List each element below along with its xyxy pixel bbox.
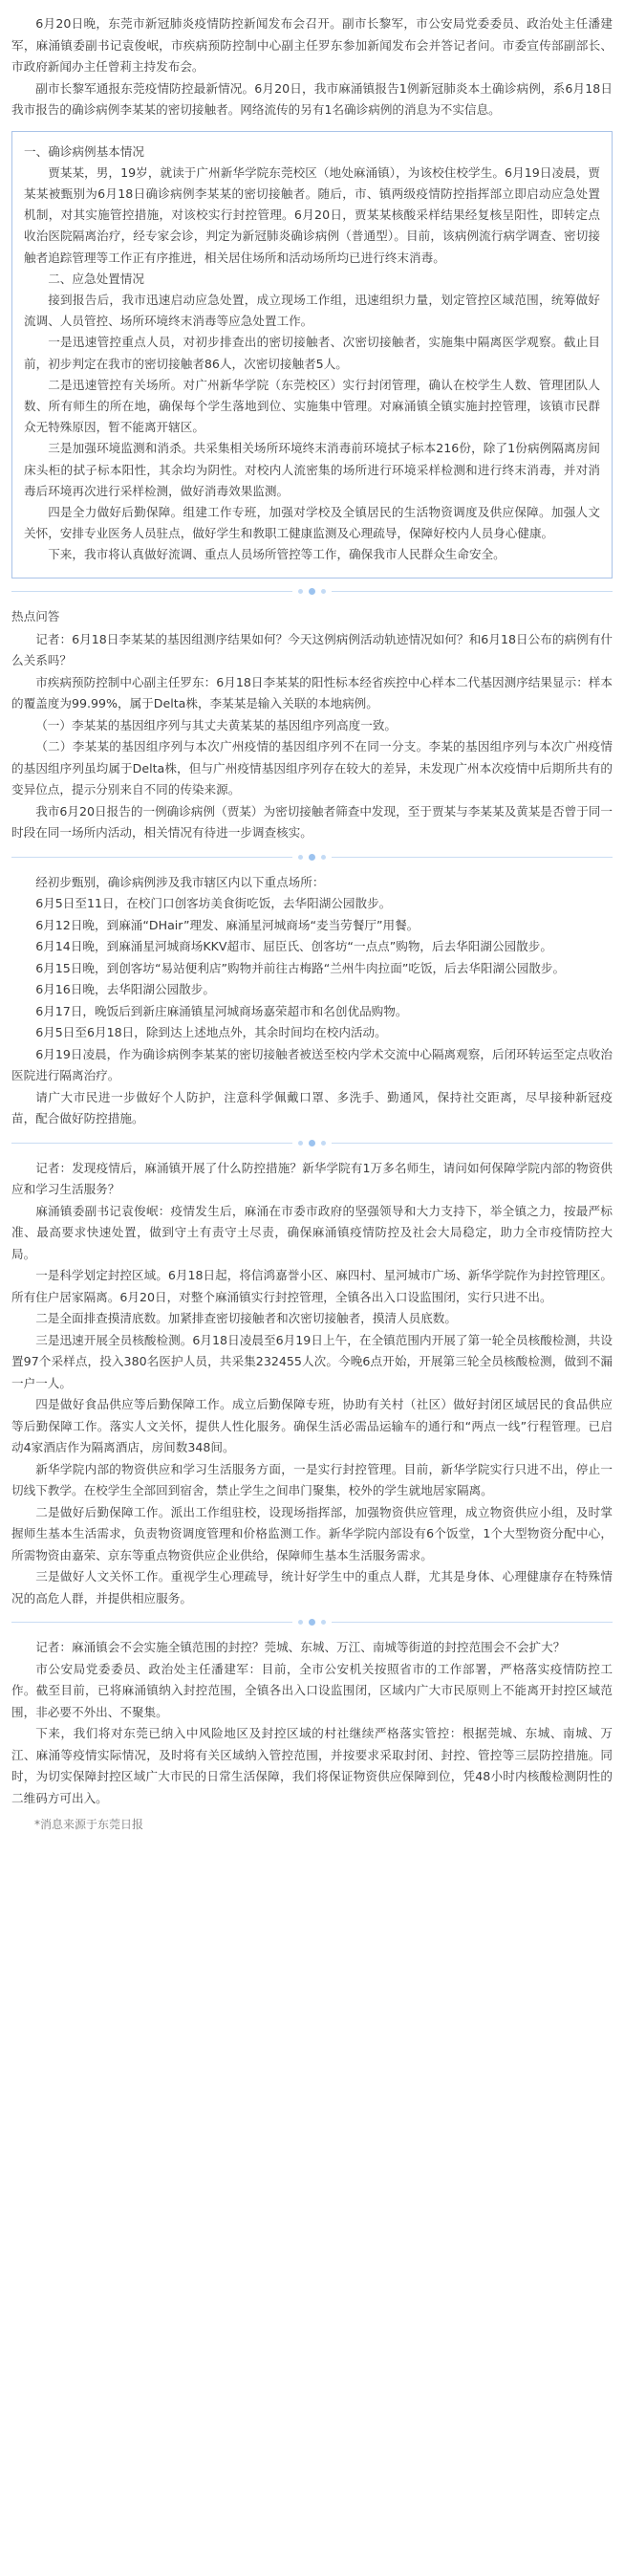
section-divider — [11, 1619, 613, 1626]
box-paragraph: 四是全力做好后勤保障。组建工作专班，加强对学校及全镇居民的生活物资调度及供应保障。加强人文关怀，安排专业医务人员驻点，做好学生和教职工健康监测及心理疏导，保障好校内人员身心健康。 — [24, 504, 600, 541]
track-item: 6月5日至6月18日，除到达上述地点外，其余时间均在校内活动。 — [35, 1025, 387, 1040]
box-paragraph: 下来，我市将认真做好流调、重点人员场所管控等工作，确保我市人民群众生命安全。 — [48, 547, 506, 562]
qa-answer: （一）李某某的基因组序列与其丈夫黄某某的基因组序列高度一致。 — [35, 717, 397, 732]
intro-section — [11, 13, 613, 121]
track-block — [11, 872, 613, 1130]
section-divider — [11, 854, 613, 861]
track-item: 6月12日晚，到麻涌“DHair”理发、麻涌星河城商场“麦当劳餐厅”用餐。 — [35, 917, 420, 932]
qa-answer: 新华学院内部的物资供应和学习生活服务方面，一是实行封控管理。目前，新华学院实行只进不出，停止一切线下教学。在校学生全部回到宿舍，禁止学生之间串门聚集，校外的学生就地居家隔离。 — [11, 1461, 613, 1498]
case-info-box — [11, 131, 613, 579]
qa-answer: 二是做好后勤保障工作。派出工作组驻校，设现场指挥部，加强物资供应管理，成立物资供应小组，及时掌握师生基本生活需求，负责物资调度管理和价格监测工作。新华学院内部设有6个饭堂，1个大型物资分配中心，所需物资由嘉荣、京东等重点物资供应企业供给，保障师生基本生活服务需求。 — [11, 1504, 613, 1562]
intro-paragraph: 6月20日晚，东莞市新冠肺炎疫情防控新闻发布会召开。副市长黎军，市公安局党委委员、政治处主任潘建军，麻涌镇委副书记袁俊岷，市疾病预防控制中心副主任罗东参加新闻发布会并答记者问。市委宣传部副部长、市政府新闻办主任曾莉主持发布会。 — [11, 16, 613, 74]
qa-answer: 市公安局党委委员、政治处主任潘建军：目前，全市公安机关按照省市的工作部署，严格落实疫情防控工作。截至目前，已将麻涌镇纳入封控范围，全镇各出入口设监围闭，区域内广大市民原则上不能离开封控区域范围，非必要不外出、不聚集。 — [11, 1661, 613, 1719]
track-item: 6月19日凌晨，作为确诊病例李某某的密切接触者被送至校内学术交流中心隔离观察，后闭环转运至定点收治医院进行隔离治疗。 — [11, 1046, 613, 1083]
section-divider — [11, 588, 613, 595]
box-heading: 一、确诊病例基本情况 — [24, 143, 144, 159]
track-item: 经初步甄别，确诊病例涉及我市辖区内以下重点场所： — [35, 874, 325, 889]
box-paragraph: 三是加强环境监测和消杀。共采集相关场所环境终末消毒前环境拭子标本216份，除了1份病例隔离房间床头柜的拭子标本阳性，其余均为阴性。对校内人流密集的场所进行环境采样检测和进行终末消毒，并对消毒后环境再次进行采样检测，做好消毒效果监测。 — [24, 441, 600, 498]
box-paragraph: 贾某某，男，19岁，就读于广州新华学院东莞校区（地处麻涌镇），为该校住校学生。6月19日凌晨，贾某某被甄别为6月18日确诊病例李某某的密切接触者。随后，市、镇两级疫情防控指挥部立即启动应急处置机制，对其实施管控措施，对该校实行封控管理。6月20日，贾某某核酸采样结果经复核呈阳性，即转定点收治医院隔离治疗，经专家会诊，判定为新冠肺炎确诊病例（普通型）。目前，该病例流行病学调查、密切接触者追踪管理等工作正有序推进，相关居住场所和活动场所均已进行终末消毒。 — [24, 164, 600, 265]
qa-answer: 一是科学划定封控区域。6月18日起，将信鸿嘉誉小区、麻四村、星河城市广场、新华学院作为封控管理区。所有住户居家隔离。6月20日，对整个麻涌镇实行封控管理，全镇各出入口设监围闭，实行只进不出。 — [11, 1268, 613, 1304]
qa-question: 记者：麻涌镇会不会实施全镇范围的封控？莞城、东城、万江、南城等街道的封控范围会不会扩大？ — [35, 1640, 566, 1655]
box-paragraph: 二是迅速管控有关场所。对广州新华学院（东莞校区）实行封闭管理，确认在校学生人数、管理团队人数、所有师生的所在地，确保每个学生落地到位、实施集中管理。对麻涌镇全镇实施封控管理，该镇市民群众无特殊原因，暂不能离开辖区。 — [24, 377, 600, 435]
track-item: 6月14日晚，到麻涌星河城商场KKV超市、屈臣氏、创客坊“一点点”购物，后去华阳湖公园散步。 — [35, 939, 552, 954]
section-divider — [11, 1140, 613, 1146]
qa-answer: 我市6月20日报告的一例确诊病例（贾某）为密切接触者筛查中发现，至于贾某与李某某及黄某是否曾于同一时段在同一场所内活动，相关情况有待进一步调查核实。 — [11, 803, 613, 840]
qa-question: 记者：发现疫情后，麻涌镇开展了什么防控措施？新华学院有1万多名师生，请问如何保障学院内部的物资供应和学习生活服务？ — [11, 1160, 613, 1197]
qa-block-1 — [11, 629, 613, 844]
box-paragraph: 一是迅速管控重点人员，对初步排查出的密切接触者、次密切接触者，实施集中隔离医学观察。截止目前，初步判定在我市的密切接触者86人，次密切接触者5人。 — [24, 335, 600, 371]
qa-answer: 四是做好食品供应等后勤保障工作。成立后勤保障专班，协助有关村（社区）做好封闭区域居民的食品供应等后勤保障工作。落实人文关怀，提供人性化服务。确保生活必需品运输车的通行和“两点一线”行程管理。已启动4家酒店作为隔离酒店，房间数348间。 — [11, 1397, 613, 1455]
source-note: *消息来源于东莞日报 — [34, 1818, 144, 1832]
qa-title: 热点问答 — [11, 608, 60, 623]
qa-answer: 三是做好人文关怀工作。重视学生心理疏导，统计好学生中的重点人群，尤其是身体、心理健康存在特殊情况的高危人群，并提供相应服务。 — [11, 1569, 613, 1605]
box-paragraph: 接到报告后，我市迅速启动应急处置，成立现场工作组，迅速组织力量，划定管控区域范围，统筹做好流调、人员管控、场所环境终末消毒等应急处置工作。 — [24, 292, 600, 329]
intro-paragraph: 副市长黎军通报东莞疫情防控最新情况。6月20日，我市麻涌镇报告1例新冠肺炎本土确诊病例，系6月18日我市报告的确诊病例李某某的密切接触者。网络流传的另有1名确诊病例的消息为不实信息。 — [11, 80, 613, 117]
qa-answer: 三是迅速开展全员核酸检测。6月18日凌晨至6月19日上午，在全镇范围内开展了第一轮全员核酸检测，共设置97个采样点，投入380名医护人员，共采集232455人次。今晚6点开始，开展第三轮全员核酸检测，做到不漏一户一人。 — [11, 1332, 613, 1390]
qa-answer: 市疾病预防控制中心副主任罗东：6月18日李某某的阳性标本经省疾控中心样本二代基因测序结果显示：样本的覆盖度为99.99%，属于Delta株，李某某是输入关联的本地病例。 — [11, 674, 613, 711]
track-item: 6月15日晚，到创客坊“易站便利店”购物并前往古梅路“兰州牛肉拉面”吃饭，后去华阳湖公园散步。 — [35, 960, 566, 975]
qa-answer: 麻涌镇委副书记袁俊岷：疫情发生后，麻涌在市委市政府的坚强领导和大力支持下，举全镇之力，按最严标准、最高要求快速处置，做到守土有责守土尽责，确保麻涌镇疫情防控及社会大局稳定，助力全市疫情防控大局。 — [11, 1203, 613, 1261]
qa-answer: （二）李某某的基因组序列与本次广州疫情的基因组序列不在同一分支。李某的基因组序列与本次广州疫情的基因组序列虽均属于Delta株，但与广州疫情基因组序列存在较大的差异，未发现广州本次疫情中后期所共有的变异位点，提示分别来自不同的传染来源。 — [11, 739, 613, 797]
track-item: 请广大市民进一步做好个人防护，注意科学佩戴口罩、多洗手、勤通风，保持社交距离，尽早接种新冠疫苗，配合做好防控措施。 — [11, 1089, 613, 1126]
track-item: 6月17日，晚饭后到新庄麻涌镇星河城商场嘉荣超市和名创优品购物。 — [35, 1003, 408, 1018]
qa-question: 记者：6月18日李某某的基因组测序结果如何？今天这例病例活动轨迹情况如何？和6月18日公布的病例有什么关系吗？ — [11, 631, 613, 668]
qa-answer: 下来，我们将对东莞已纳入中风险地区及封控区域的村社继续严格落实管控：根据莞城、东城、南城、万江、麻涌等疫情实际情况，及时将有关区域纳入管控范围，并按要求采取封闭、封控、管控等三层防控措施。同时，为切实保障封控区域广大市民的日常生活保障，我们将保证物资供应保障到位，凭48小时内核酸检测阴性的二维码方可出入。 — [11, 1726, 613, 1805]
qa-answer: 二是全面排查摸清底数。加紧排查密切接触者和次密切接触者，摸清人员底数。 — [35, 1311, 457, 1326]
qa-block-3 — [11, 1637, 613, 1809]
track-item: 6月16日晚，去华阳湖公园散步。 — [35, 982, 215, 997]
box-heading: 二、应急处置情况 — [48, 271, 144, 286]
track-item: 6月5日至11日，在校门口创客坊美食街吃饭，去华阳湖公园散步。 — [35, 896, 392, 911]
qa-block-2 — [11, 1158, 613, 1610]
